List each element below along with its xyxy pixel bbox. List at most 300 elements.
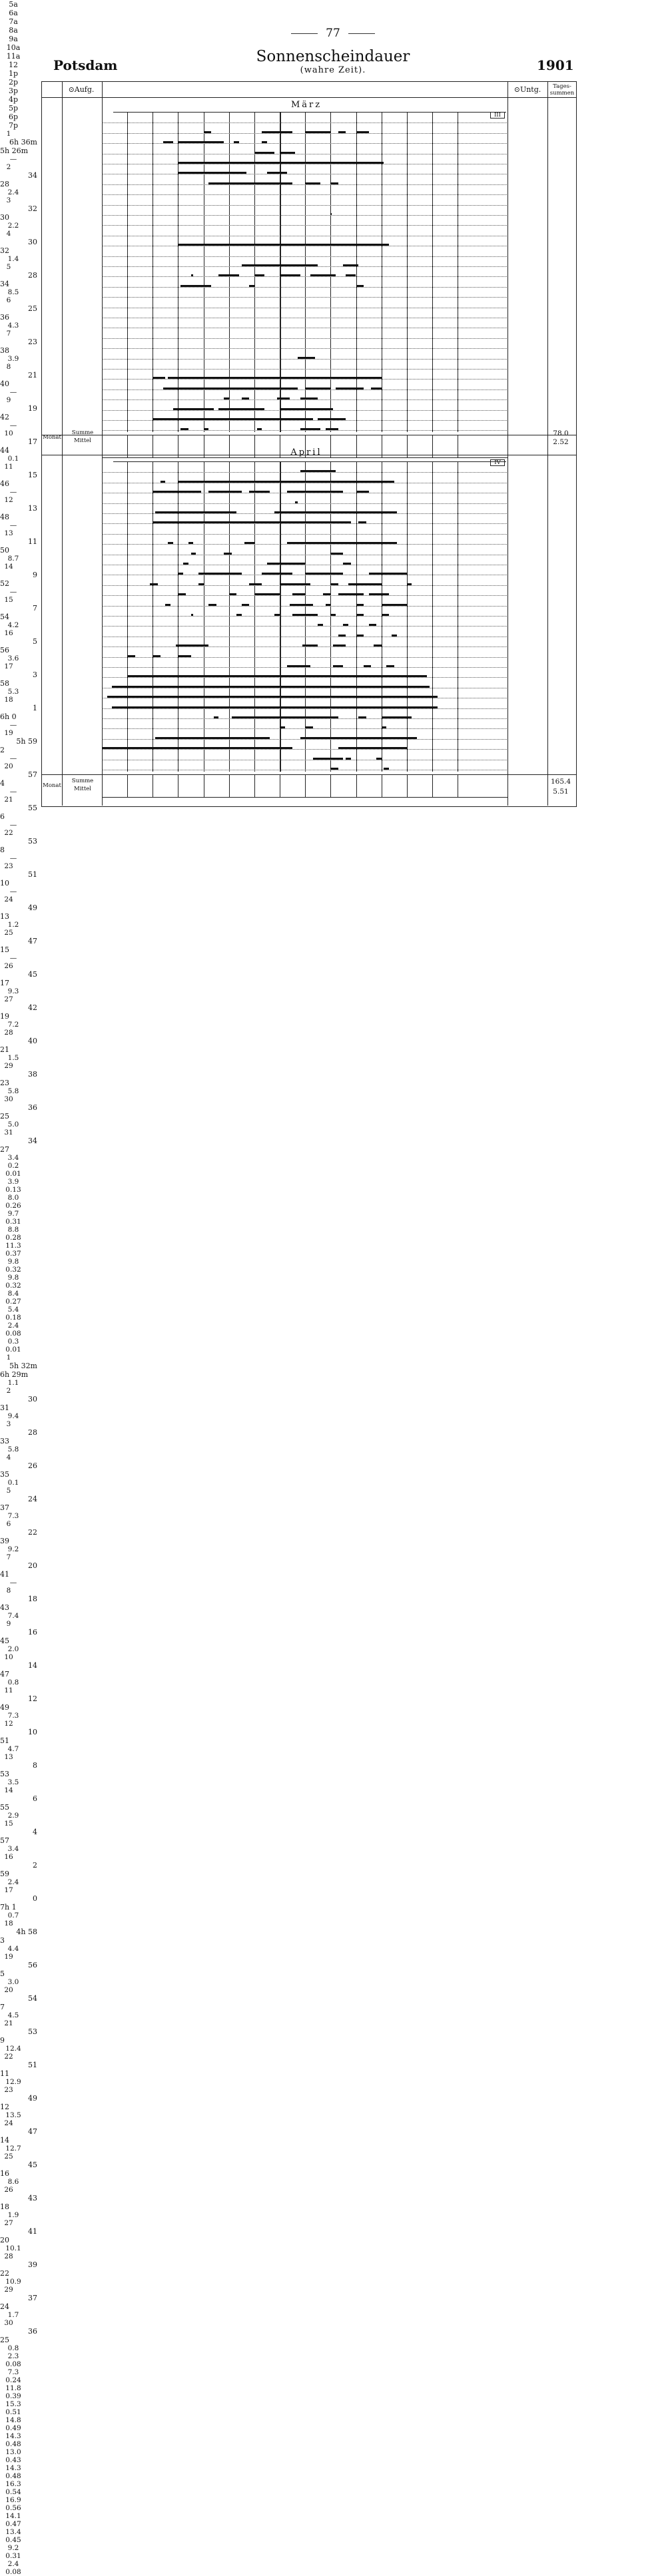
row-baseline [102,410,507,411]
chart-top-rule [113,112,506,113]
hour-sum: 0.3 [7,1338,19,1346]
sunshine-trace-bar [229,593,236,595]
sunrise-time: 43 [28,2194,37,2202]
hour-sum: 8.4 [7,1290,19,1298]
day-number: 4 [6,1453,11,1461]
sunshine-trace-bar [371,387,381,389]
sunrise-time: 42 [28,1003,37,1012]
sunshine-trace-bar [382,614,389,616]
sunshine-trace-bar [382,726,387,728]
sunshine-trace-bar [198,583,204,585]
hour-mean: 0.39 [5,2392,21,2400]
sunshine-trace-bar [249,491,270,493]
sunshine-trace-bar [326,428,338,430]
sunshine-trace-bar [330,553,343,555]
sunrise-time: 30 [28,1395,37,1404]
sunshine-trace-bar [343,624,348,626]
sunrise-time: 45 [28,970,37,979]
row-baseline [102,338,507,339]
day-number: 26 [4,962,13,970]
sunshine-trace-bar [348,583,382,585]
day-number: 23 [4,862,13,870]
sunrise-time: 47 [28,2127,37,2136]
day-number: 13 [4,1753,13,1761]
day-number: 7 [6,330,11,338]
day-number: 6 [6,296,11,304]
daily-total: 10.1 [5,2244,21,2252]
sunrise-header: ⊙Aufg. [68,85,95,94]
sunrise-time: 24 [28,1495,37,1503]
sunshine-trace-bar [280,583,310,585]
sunset-time: 44 [0,446,9,455]
daily-total: 4.2 [7,621,19,629]
daily-total: 3.4 [7,1154,19,1162]
daily-total: 2.4 [7,188,19,196]
day-number: 16 [4,629,13,637]
hour-header-2p: 2p [8,78,19,87]
sunshine-trace-bar [382,604,407,606]
sunset-time: 39 [0,1537,9,1545]
sunrise-time: 18 [28,1595,37,1603]
daily-total: 3.5 [7,1778,19,1786]
row-baseline [102,215,507,216]
sunset-time: 5 [0,1969,5,1978]
daily-total: 2.2 [7,222,19,230]
row-baseline [102,266,507,267]
row-baseline [102,184,507,185]
sunrise-time: 6h 36m [9,138,37,146]
sunrise-time: 56 [28,1961,37,1969]
daily-total: — [9,821,17,829]
daily-total: 7.3 [7,1712,19,1720]
sunshine-trace-bar [242,397,249,399]
sunset-time: 4 [0,779,5,788]
month-sum-march: 78.0 [553,429,569,437]
sunrise-time: 28 [28,271,37,280]
sunshine-trace-bar [369,573,407,575]
header-divider [41,97,576,98]
row-baseline [102,472,507,473]
row-baseline [102,626,507,627]
daily-total: — [9,155,17,163]
daily-total: — [9,421,17,429]
row-baseline [102,606,507,607]
footer-gridline [305,774,306,797]
daily-total: — [9,854,17,862]
hour-sum: 2.3 [7,2352,19,2360]
sunshine-trace-bar [102,747,292,749]
sunset-time: 31 [0,1404,9,1412]
hour-sum: 15.3 [5,2400,21,2408]
sunset-time: 41 [0,1570,9,1579]
daily-total: 7.3 [7,1512,19,1520]
hour-sum: 0.2 [7,1162,19,1170]
sunrise-time: 36 [28,1103,37,1112]
month-mean-april: 5.51 [553,788,569,796]
row-baseline [102,677,507,678]
hour-mean: 0.54 [5,2488,21,2496]
sunshine-trace-bar [183,563,188,565]
hour-gridline [330,461,331,772]
sunshine-trace-bar [330,614,336,616]
hour-mean: 0.08 [5,2568,21,2576]
sunset-time: 11 [0,2069,9,2078]
sunshine-trace-bar [343,563,350,565]
day-number: 21 [4,2019,13,2027]
row-baseline [102,369,507,370]
daily-total: — [9,788,17,796]
hour-header-10a: 10a [6,43,21,52]
sunshine-trace-bar [295,501,298,503]
hour-mean: 0.51 [5,2408,21,2416]
sunshine-trace-bar [305,131,330,133]
sunshine-trace-bar [336,387,364,389]
hour-gridline [229,461,230,772]
hour-sum: 16.3 [5,2480,21,2488]
hour-sum: 9.2 [7,2544,19,2552]
sunset-header: ⊙Untg. [513,85,541,94]
sunrise-time: 15 [28,471,37,479]
row-baseline [102,143,507,144]
daily-total: 12.4 [5,2045,21,2053]
month-label-march: März [290,100,322,110]
sunshine-trace-bar [382,716,412,718]
hour-mean: 0.01 [5,1170,21,1178]
sunset-time: 34 [0,280,9,288]
sunshine-trace-bar [287,542,396,544]
footer-gridline [254,774,255,797]
sunset-time: 33 [0,1437,9,1445]
sunshine-trace-bar [274,511,396,513]
sunrise-time: 55 [28,804,37,812]
hour-mean: 0.48 [5,2440,21,2448]
sunset-time: 40 [0,380,9,388]
sunset-time: 17 [0,979,9,987]
sunrise-time: 41 [28,2227,37,2236]
daily-total-header: Tages-summen [549,83,575,97]
daily-total: 1.2 [7,921,19,929]
sunshine-trace-bar [356,491,369,493]
sunrise-time: 36 [28,2327,37,2336]
sunrise-time: 26 [28,1461,37,1470]
sunset-time: 16 [0,2169,9,2178]
sunshine-trace-bar [257,428,262,430]
sunshine-trace-bar [287,665,310,667]
sunset-time: 22 [0,2269,9,2278]
sunshine-trace-bar [178,655,190,657]
sunset-time: 42 [0,413,9,421]
sunshine-trace-bar [386,665,394,667]
month-roman-april: IV [490,459,505,466]
sunshine-trace-bar [300,737,417,739]
daily-total: 1.4 [7,255,19,263]
row-baseline [102,256,507,257]
daily-total: 0.7 [7,1912,19,1920]
sunrise-time: 1 [33,704,37,712]
sunrise-time: 13 [28,504,37,513]
daily-total: 5.8 [7,1087,19,1095]
sunshine-trace-bar [358,521,366,523]
sunshine-trace-bar [305,726,312,728]
sunset-time: 28 [0,180,9,188]
sunshine-trace-bar [305,573,343,575]
sunshine-trace-bar [330,182,338,184]
sunrise-time: 54 [28,1994,37,2003]
day-number: 10 [4,1653,13,1661]
day-number: 25 [4,929,13,937]
daily-total: 3.6 [7,654,19,662]
sunshine-trace-bar [218,274,239,276]
sunset-time: 58 [0,679,9,688]
page-title: Sonnenscheindauer [256,48,410,65]
sunshine-trace-bar [356,285,364,287]
hour-sum: 5.4 [7,1306,19,1314]
sunshine-trace-bar [232,716,338,718]
sunrise-time: 10 [28,1728,37,1736]
daily-total: 0.8 [7,1678,19,1686]
sunrise-time: 25 [28,304,37,313]
hour-header-12: 12 [9,61,18,69]
day-number: 29 [4,2286,13,2294]
sunshine-trace-bar [305,387,330,389]
sunset-time: 13 [0,912,9,921]
row-baseline [102,595,507,596]
hour-mean: 0.48 [5,2472,21,2480]
day-number: 26 [4,2186,13,2194]
day-number: 13 [4,529,13,537]
sunshine-trace-bar [356,614,364,616]
hour-mean: 0.08 [5,1330,21,1338]
hour-gridline [254,112,255,432]
day-number: 24 [4,896,13,903]
hour-gridline [102,112,103,432]
footer-mean-label-april: Mittel [73,786,91,792]
sunshine-trace-bar [161,481,166,483]
hour-mean: 0.43 [5,2456,21,2464]
sunshine-trace-bar [292,593,305,595]
sunshine-trace-bar [173,408,214,410]
sunshine-trace-bar [374,644,381,646]
sunshine-trace-bar [338,635,346,637]
sunset-time: 6h 0 [0,712,17,721]
sunshine-trace-bar [333,665,343,667]
hour-header-6a: 6a [9,9,18,17]
row-baseline [102,544,507,545]
footer-mean-label-march: Mittel [73,437,91,444]
sunshine-trace-bar [234,141,239,143]
hour-header-3p: 3p [8,87,19,95]
hour-gridline [432,461,433,772]
day-number: 16 [4,1853,13,1861]
day-number: 22 [4,2053,13,2061]
sunshine-trace-bar [204,428,209,430]
day-number: 7 [6,1553,11,1561]
daily-total: — [9,1579,17,1587]
sunshine-trace-bar [290,604,312,606]
day-number: 17 [4,662,13,670]
sunshine-trace-bar [274,614,280,616]
hour-sum: 13.4 [5,2528,21,2536]
sunshine-trace-bar [127,655,135,657]
day-number: 12 [4,496,13,504]
sunrise-time: 32 [28,204,37,213]
hour-header-7a: 7a [9,17,18,26]
hour-sum: 14.3 [5,2464,21,2472]
day-number: 20 [4,762,13,770]
daily-total: 12.9 [5,2078,21,2086]
sunshine-trace-bar [224,553,231,555]
day-number: 31 [4,1129,13,1137]
hour-sum: 11.8 [5,2384,21,2392]
day-number: 28 [4,1029,13,1037]
sunshine-trace-bar [300,470,336,472]
page-subtitle: (wahre Zeit). [300,65,366,75]
sunset-time: 12 [0,2103,9,2111]
daily-total: — [9,588,17,596]
hour-gridline [127,461,128,772]
sunrise-time: 5h 32m [9,1362,37,1370]
footer-sum-label-march: Summe [71,429,94,436]
sunrise-time: 45 [28,2161,37,2169]
sunshine-trace-bar [267,563,305,565]
day-number: 18 [4,696,13,704]
day-number: 1 [6,130,11,138]
hour-header-1p: 1p [8,69,19,78]
day-number: 12 [4,1720,13,1728]
sunshine-trace-bar [150,583,157,585]
sunshine-trace-bar [178,244,389,246]
sunset-time: 57 [0,1836,9,1845]
sunrise-time: 17 [28,437,37,446]
sunset-time: 35 [0,1470,9,1479]
chart-top-rule [113,461,506,462]
daily-total: 5.8 [7,1445,19,1453]
hour-mean: 0.18 [5,1314,21,1322]
row-baseline [102,585,507,586]
sunshine-trace-bar [163,387,298,389]
hour-mean: 0.27 [5,1298,21,1306]
sunrise-time: 49 [28,2094,37,2103]
hour-sum: 8.0 [7,1194,19,1202]
sunset-time: 7 [0,2003,5,2011]
daily-total: 7.2 [7,1021,19,1029]
sunshine-trace-bar [280,408,333,410]
month-sum-april: 165.4 [550,778,571,786]
hour-gridline [305,461,306,772]
sunshine-trace-bar [188,542,194,544]
hour-mean: 0.37 [5,1250,21,1258]
sunrise-time: 53 [28,2027,37,2036]
sunset-time: 21 [0,1045,9,1054]
day-number: 24 [4,2119,13,2127]
hour-mean: 0.45 [5,2536,21,2544]
day-number: 22 [4,829,13,837]
footer-month-label-march: Monat [43,434,61,441]
hour-header-5a: 5a [9,0,18,9]
sunshine-trace-bar [302,644,318,646]
row-baseline [102,523,507,524]
sunshine-trace-bar [153,655,160,657]
hour-sum: 14.8 [5,2416,21,2424]
sunset-time: 53 [0,1770,9,1778]
row-baseline [102,420,507,421]
hour-gridline [102,461,103,772]
day-number: 14 [4,1786,13,1794]
column-divider [62,81,63,806]
sunshine-trace-bar [153,377,165,379]
row-baseline [102,359,507,360]
day-number: 2 [6,163,11,171]
sunshine-trace-bar [178,573,183,575]
sunrise-time: 53 [28,837,37,846]
row-baseline [102,718,507,719]
sunshine-trace-bar [392,635,397,637]
day-number: 8 [6,1587,11,1595]
hour-header-4p: 4p [8,95,19,104]
hour-gridline [280,461,281,772]
sunshine-trace-bar [165,604,170,606]
daily-total: 4.3 [7,322,19,330]
footer-gridline [356,774,357,797]
sunshine-trace-bar [305,182,320,184]
sunset-time: 25 [0,1112,9,1121]
day-number: 1 [6,1354,11,1362]
daily-total: 0.1 [7,1479,19,1487]
daily-total: 8.6 [7,2178,19,2186]
sunset-time: 19 [0,1012,9,1021]
sunset-time: 8 [0,846,5,854]
sunset-time: 24 [0,2302,9,2311]
daily-total: 9.3 [7,987,19,995]
row-baseline [102,534,507,535]
day-number: 30 [4,2319,13,2327]
sunshine-trace-bar [346,758,351,760]
hour-gridline [432,112,433,432]
sunrise-time: 19 [28,404,37,413]
sunshine-trace-bar [180,428,188,430]
day-number: 4 [6,230,11,238]
hour-sum: 9.7 [7,1210,19,1218]
day-number: 17 [4,1886,13,1894]
day-number: 11 [4,463,13,471]
sunshine-trace-bar [267,172,288,174]
sunshine-trace-bar [168,377,381,379]
sunshine-trace-bar [178,141,224,143]
row-baseline [102,297,507,298]
sunset-time: 36 [0,313,9,322]
sunshine-trace-bar [178,172,246,174]
sunshine-trace-bar [178,481,394,483]
hour-mean: 0.31 [5,2552,21,2560]
sunrise-time: 23 [28,338,37,346]
hour-mean: 0.01 [5,1346,21,1354]
sunset-time: 23 [0,1079,9,1087]
row-baseline [102,379,507,380]
sunshine-trace-bar [163,141,173,143]
sunset-time: 59 [0,1870,9,1878]
sunshine-trace-bar [208,491,242,493]
sunshine-trace-bar [277,397,290,399]
sunshine-trace-bar [168,542,173,544]
sunshine-trace-bar [236,614,242,616]
hour-sum: 11.3 [5,1242,21,1250]
daily-total: 1.9 [7,2211,19,2219]
sunrise-time: 12 [28,1694,37,1703]
daily-total: 8.5 [7,288,19,296]
day-number: 15 [4,1820,13,1828]
sunrise-time: 20 [28,1561,37,1570]
day-number: 20 [4,1986,13,1994]
